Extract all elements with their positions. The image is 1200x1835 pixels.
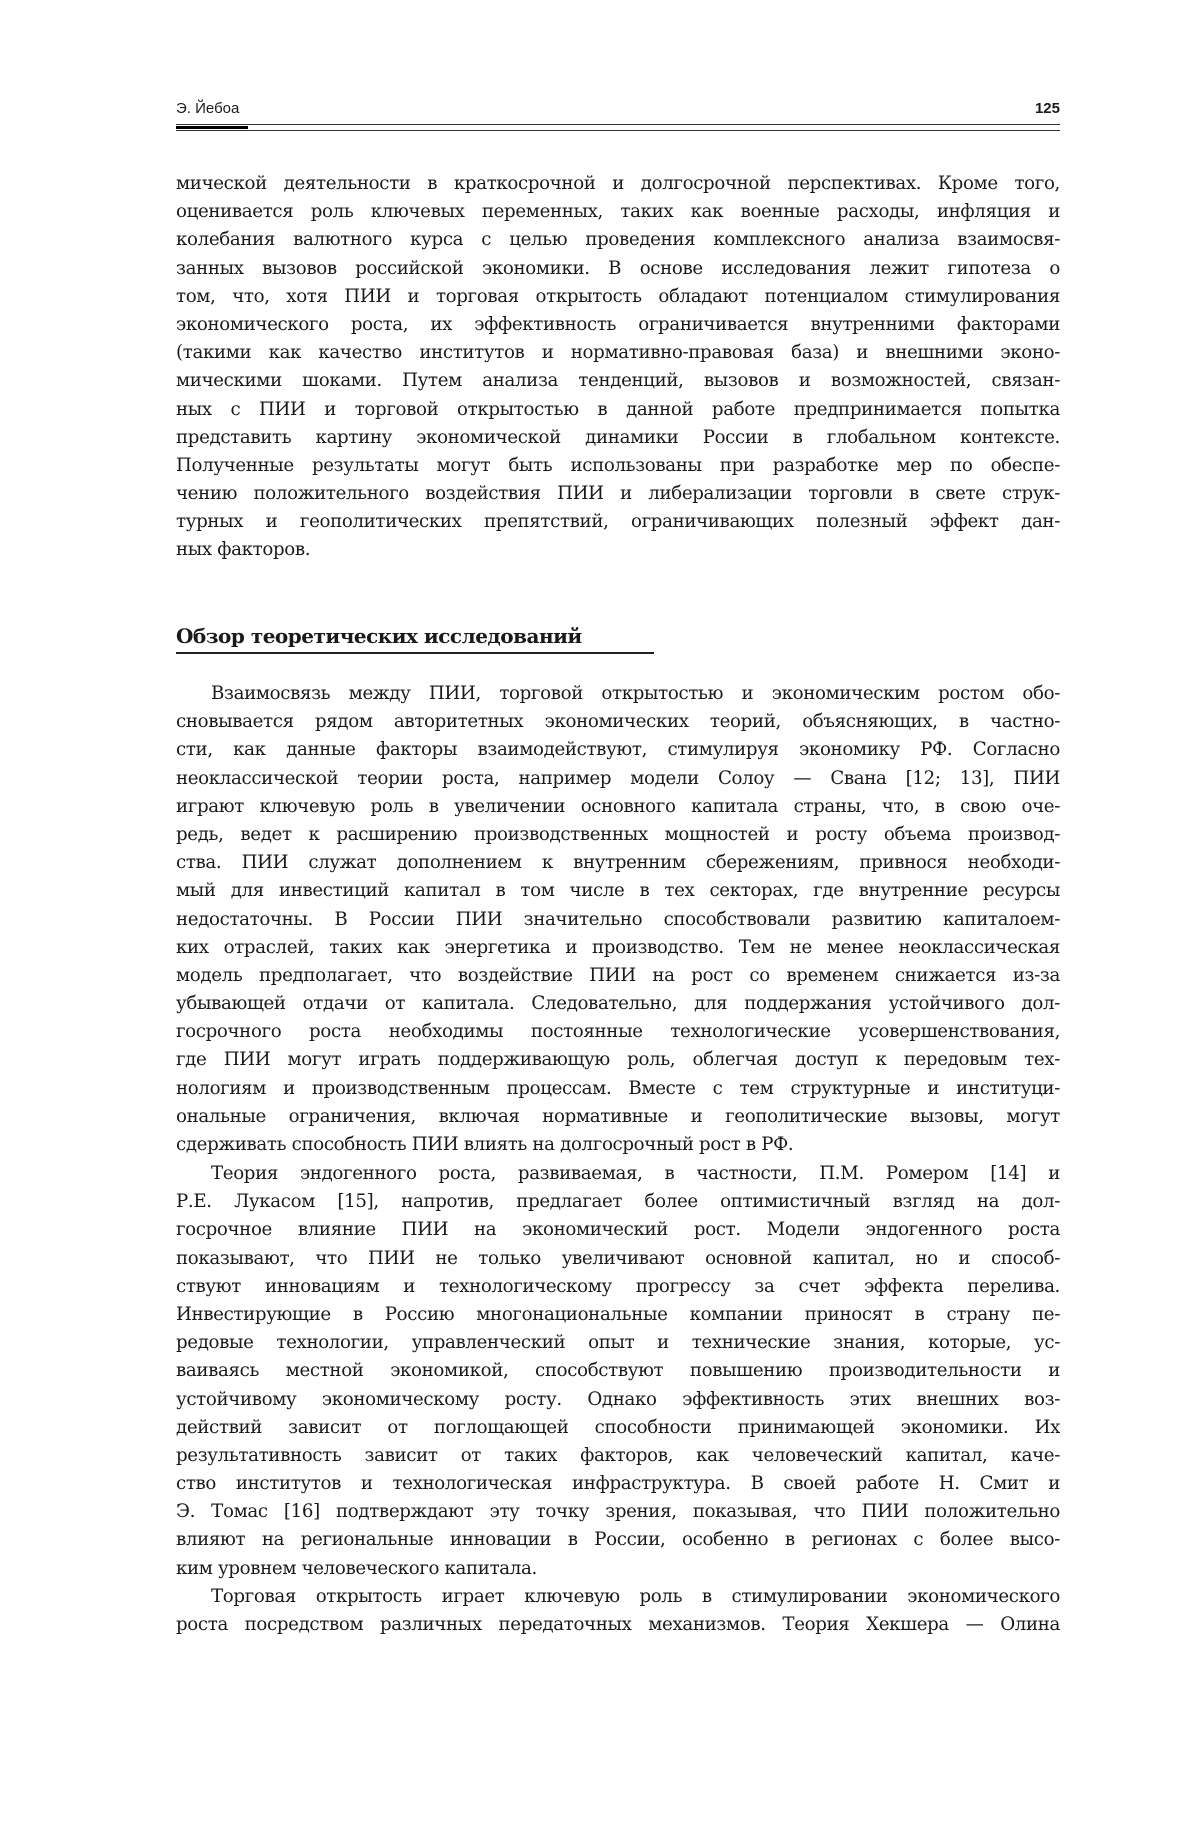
text-line: нологиям и производственным процессам. Вместе с тем структурные и институци- — [176, 1075, 1060, 1103]
text-line: модель предполагает, что воздействие ПИИ на рост со временем снижается из-за — [176, 962, 1060, 990]
text-line: редь, ведет к расширению производственных мощностей и росту объема производ- — [176, 821, 1060, 849]
text-line: редовые технологии, управленческий опыт и технические знания, которые, ус- — [176, 1329, 1060, 1357]
text-line: действий зависит от поглощающей способности принимающей экономики. Их — [176, 1414, 1060, 1442]
text-line: показывают, что ПИИ не только увеличивают основной капитал, но и способ- — [176, 1245, 1060, 1273]
text-line: Торговая открытость играет ключевую роль в стимулировании экономического — [176, 1583, 1060, 1611]
text-line: мической деятельности в краткосрочной и долгосрочной перспективах. Кроме того, — [176, 170, 1060, 198]
text-line: ким уровнем человеческого капитала. — [176, 1555, 1060, 1583]
text-line: роста посредством различных передаточных механизмов. Теория Хекшера — Олина — [176, 1611, 1060, 1639]
text-line: экономического роста, их эффективность ограничивается внутренними факторами — [176, 311, 1060, 339]
text-line: Э. Томас [16] подтверждают эту точку зрения, показывая, что ПИИ положительно — [176, 1498, 1060, 1526]
text-line: турных и геополитических препятствий, ограничивающих полезный эффект дан- — [176, 508, 1060, 536]
document-page — [0, 0, 1200, 1835]
text-line: Р.Е. Лукасом [15], напротив, предлагает более оптимистичный взгляд на дол- — [176, 1188, 1060, 1216]
section-heading: Обзор теоретических исследований — [176, 624, 654, 654]
text-line: мый для инвестиций капитал в том числе в тех секторах, где внутренние ресурсы — [176, 877, 1060, 905]
text-line: сновывается рядом авторитетных экономических теорий, объясняющих, в частно- — [176, 708, 1060, 736]
text-line: убывающей отдачи от капитала. Следовательно, для поддержания устойчивого дол- — [176, 990, 1060, 1018]
text-line: оценивается роль ключевых переменных, таких как военные расходы, инфляция и — [176, 198, 1060, 226]
text-line: госрочное влияние ПИИ на экономический рост. Модели эндогенного роста — [176, 1216, 1060, 1244]
page-number: 125 — [1035, 100, 1060, 117]
paragraph-1 — [176, 170, 1060, 565]
header-author: Э. Йебоа — [176, 100, 239, 117]
paragraph-2 — [176, 680, 1060, 1159]
text-line: Теория эндогенного роста, развиваемая, в частности, П.М. Ромером [14] и — [176, 1160, 1060, 1188]
text-line: Взаимосвязь между ПИИ, торговой открытостью и экономическим ростом обо- — [176, 680, 1060, 708]
paragraph-3 — [176, 1160, 1060, 1583]
text-line: том, что, хотя ПИИ и торговая открытость обладают потенциалом стимулирования — [176, 283, 1060, 311]
header-rule — [176, 124, 1060, 131]
text-line: колебания валютного курса с целью проведения комплексного анализа взаимосвя- — [176, 226, 1060, 254]
text-line: играют ключевую роль в увеличении основного капитала страны, что, в свою оче- — [176, 793, 1060, 821]
text-line: недостаточны. В России ПИИ значительно способствовали развитию капиталоем- — [176, 906, 1060, 934]
text-line: представить картину экономической динамики России в глобальном контексте. — [176, 424, 1060, 452]
text-line: Инвестирующие в Россию многонациональные компании приносят в страну пе- — [176, 1301, 1060, 1329]
text-line: ных факторов. — [176, 536, 1060, 564]
text-line: ких отраслей, таких как энергетика и производство. Тем не менее неоклассическая — [176, 934, 1060, 962]
text-line: ных с ПИИ и торговой открытостью в данной работе предпринимается попытка — [176, 396, 1060, 424]
paragraph-4 — [176, 1583, 1060, 1639]
text-line: сти, как данные факторы взаимодействуют, стимулируя экономику РФ. Согласно — [176, 736, 1060, 764]
text-line: (такими как качество институтов и нормативно-правовая база) и внешними эконо- — [176, 339, 1060, 367]
text-line: неоклассической теории роста, например модели Солоу — Свана [12; 13], ПИИ — [176, 765, 1060, 793]
text-line: занных вызовов российской экономики. В основе исследования лежит гипотеза о — [176, 255, 1060, 283]
text-line: ство институтов и технологическая инфраструктура. В своей работе Н. Смит и — [176, 1470, 1060, 1498]
text-line: чению положительного воздействия ПИИ и либерализации торговли в свете струк- — [176, 480, 1060, 508]
header-rule-accent — [176, 126, 248, 129]
text-line: сдерживать способность ПИИ влиять на долгосрочный рост в РФ. — [176, 1131, 1060, 1159]
text-line: госрочного роста необходимы постоянные технологические усовершенствования, — [176, 1018, 1060, 1046]
text-line: мическими шоками. Путем анализа тенденций, вызовов и возможностей, связан- — [176, 367, 1060, 395]
text-line: ствуют инновациям и технологическому прогрессу за счет эффекта перелива. — [176, 1273, 1060, 1301]
text-line: устойчивому экономическому росту. Однако эффективность этих внешних воз- — [176, 1386, 1060, 1414]
text-line: Полученные результаты могут быть использованы при разработке мер по обеспе- — [176, 452, 1060, 480]
text-line: где ПИИ могут играть поддерживающую роль, облегчая доступ к передовым тех- — [176, 1046, 1060, 1074]
text-line: результативность зависит от таких факторов, как человеческий капитал, каче- — [176, 1442, 1060, 1470]
text-line: ства. ПИИ служат дополнением к внутренним сбережениям, привнося необходи- — [176, 849, 1060, 877]
text-line: ваиваясь местной экономикой, способствуют повышению производительности и — [176, 1357, 1060, 1385]
text-line: влияют на региональные инновации в России, особенно в регионах с более высо- — [176, 1526, 1060, 1554]
text-line: ональные ограничения, включая нормативные и геополитические вызовы, могут — [176, 1103, 1060, 1131]
